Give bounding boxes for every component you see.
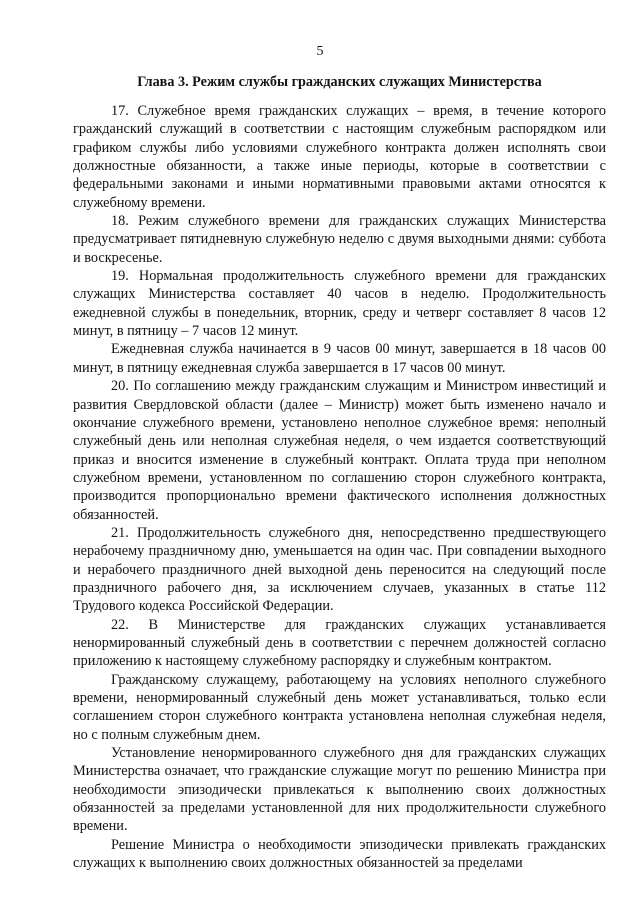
paragraph-21: 21. Продолжительность служебного дня, непосредственно предшествующего нерабочему праздничному дню, уменьшается на один час. При совпадении выходного и нерабочего праздничного дней выходной день переносится на следующий после праздничного рабочего дня, за исключением случаев, указанных в статье 112 Трудового кодекса Российской Федерации. (73, 524, 606, 615)
page-number: 5 (316, 44, 324, 59)
paragraph-17: 17. Служебное время гражданских служащих – время, в течение которого гражданский служащий в соответствии с настоящим служебным распорядком или графиком службы либо условиями служебного контракта должен исполнять свои должностные обязанности, а также иные периоды, которые в соответствии с федеральными законами и иными нормативными правовыми актами относятся к служебному времени. (73, 103, 606, 211)
paragraph-19: 19. Нормальная продолжительность служебного времени для гражданских служащих Министерства составляет 40 часов в неделю. Продолжительность ежедневной службы в понедельник, вторник, среду и четверг составляет 8 часов 12 минут, в пятницу – 7 часов 12 минут. (73, 268, 606, 340)
body-text (73, 102, 606, 872)
paragraph-22-part-time: Гражданскому служащему, работающему на условиях неполного служебного времени, ненормированный служебный день может устанавливаться, только если соглашением сторон служебного контракта установлена неполная служебная неделя, но с полным служебным днем. (73, 671, 606, 743)
paragraph-18: 18. Режим служебного времени для гражданских служащих Министерства предусматривает пятидневную служебную неделю с двумя выходными днями: суббота и воскресенье. (73, 213, 606, 266)
paragraph-22-irregular-day: Установление ненормированного служебного дня для гражданских служащих Министерства означает, что гражданские служащие могут по решению Министра при необходимости эпизодически привлекаться к выполнению своих должностных обязанностей за пределами установленной для них продолжительности служебного времени. (73, 745, 606, 835)
chapter-heading: Глава 3. Режим службы гражданских служащих Министерства (137, 74, 542, 90)
paragraph-19-schedule: Ежедневная служба начинается в 9 часов 00 минут, завершается в 18 часов 00 минут, в пятницу ежедневная служба завершается в 17 часов 00 минут. (73, 341, 606, 376)
paragraph-22: 22. В Министерстве для гражданских служащих устанавливается ненормированный служебный день в соответствии с перечнем должностей согласно приложению к настоящему служебному распорядку и служебным контрактом. (73, 616, 606, 670)
paragraph-20: 20. По соглашению между гражданским служащим и Министром инвестиций и развития Свердловской области (далее – Министр) может быть изменено начало и окончание служебного времени, установлено неполное служебное время: неполный служебный день или неполная служебная неделя, о чем издается соответствующий приказ и вносится изменение в служебный контракт. Оплата труда при неполном служебном времени, установленном по соглашению сторон служебного контракта, производится пропорционально времени фактического исполнения должностных обязанностей. (73, 378, 606, 523)
paragraph-22-minister-decision: Решение Министра о необходимости эпизодически привлекать гражданских служащих к выполнению своих должностных обязанностей за пределами (73, 836, 606, 872)
